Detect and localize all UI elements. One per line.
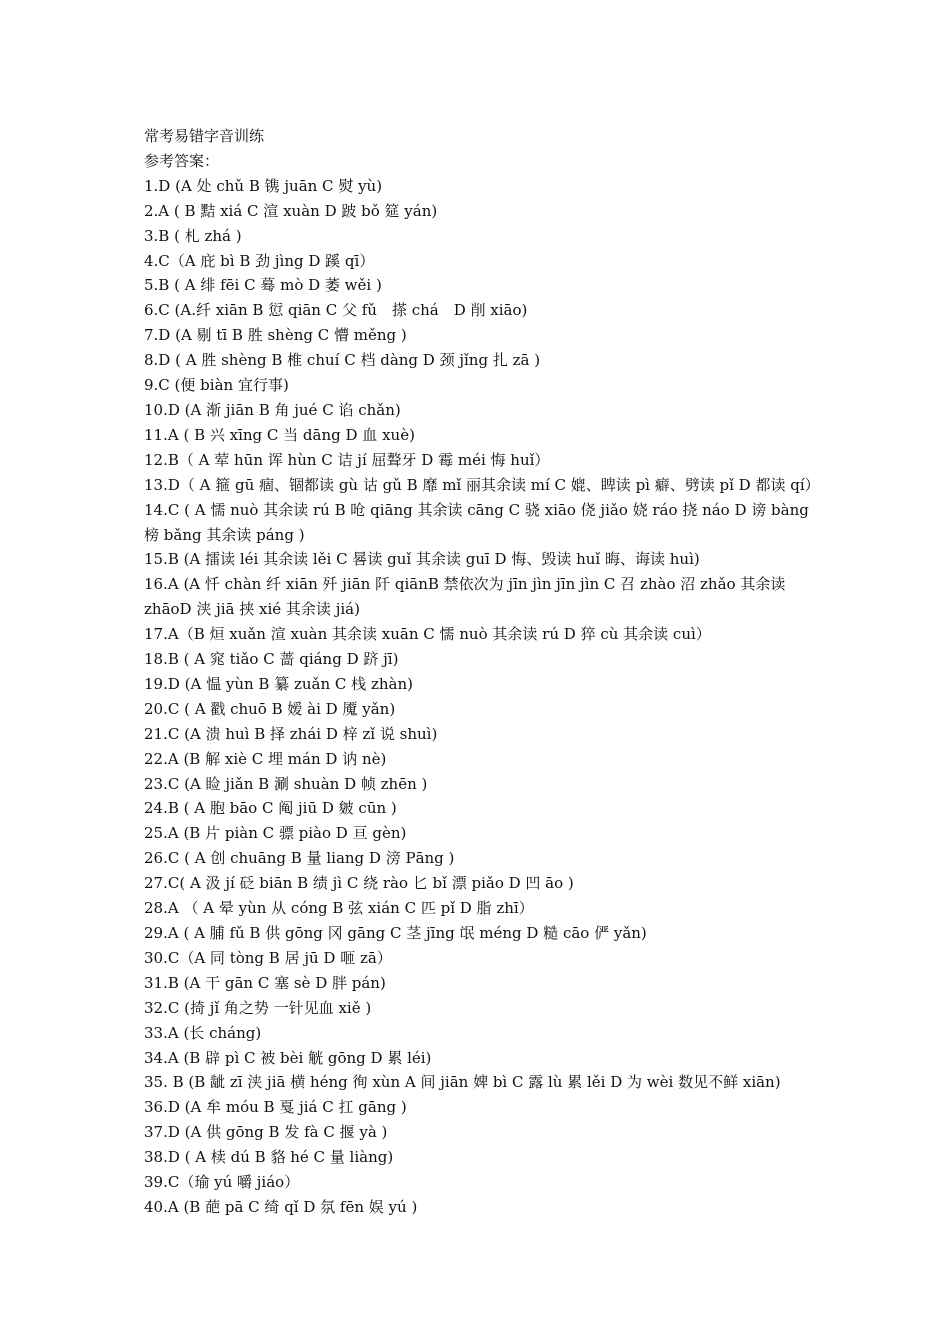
answer-item: 24.B ( A 胞 bāo C 阄 jiū D 皴 cūn ): [144, 799, 397, 818]
answer-item: 40.A (B 葩 pā C 绮 qǐ D 氛 fēn 娱 yú ): [144, 1197, 418, 1216]
answer-item: 11.A ( B 兴 xīng C 当 dāng D 血 xuè): [144, 425, 415, 444]
answer-item: 39.C（瑜 yú 嚼 jiáo）: [144, 1173, 300, 1192]
answer-item: 21.C (A 溃 huì B 择 zhái D 梓 zǐ 说 shuì): [144, 724, 438, 743]
answer-item: 22.A (B 解 xiè C 埋 mán D 讷 nè): [144, 749, 387, 768]
answer-item: 19.D (A 愠 yùn B 纂 zuǎn C 栈 zhàn): [144, 674, 413, 693]
answer-item: 25.A (B 片 piàn C 骠 piào D 亘 gèn): [144, 824, 407, 843]
answer-item: 36.D (A 牟 móu B 戛 jiá C 扛 gāng ): [144, 1098, 407, 1117]
answer-item: 34.A (B 辟 pì C 被 bèi 觥 gōng D 累 léi): [144, 1048, 432, 1067]
answer-item: 17.A（B 烜 xuǎn 渲 xuàn 其余读 xuān C 懦 nuò 其余读 rú D 猝 cù 其余读 cuì）: [144, 625, 711, 644]
answer-item: 37.D (A 供 gōng B 发 fà C 揠 yà ): [144, 1123, 388, 1142]
answer-item: 14.C ( A 懦 nuò 其余读 rú B 呛 qiāng 其余读 cāng C 骁 xiāo 侥 jiǎo 娆 ráo 挠 náo D 谤 bàng 榜 bǎng 其余读 páng ): [144, 500, 809, 544]
answer-item: 1.D (A 处 chǔ B 镌 juān C 熨 yù): [144, 176, 383, 195]
answer-item: 6.C (A.纤 xiān B 愆 qiān C 父 fǔ 搽 chá D 削 xiāo): [144, 301, 528, 320]
answer-list: [144, 174, 820, 1220]
answer-item: 38.D ( A 椟 dú B 貉 hé C 量 liàng): [144, 1148, 394, 1167]
answer-item: 20.C ( A 戳 chuō B 嫒 ài D 魇 yǎn): [144, 699, 396, 718]
answer-item: 10.D (A 渐 jiān B 角 jué C 谄 chǎn): [144, 400, 401, 419]
answer-item: 3.B ( 札 zhá ): [144, 226, 242, 245]
answer-item: 35. B (B 龇 zī 浃 jiā 横 héng 徇 xùn A 间 jiān 婢 bì C 露 lù 累 lěi D 为 wèi 数见不鲜 xiān): [144, 1073, 781, 1092]
answer-item: 4.C（A 庇 bì B 劲 jìng D 蹊 qī）: [144, 251, 375, 270]
answer-item: 2.A ( B 黠 xiá C 渲 xuàn D 跛 bǒ 筵 yán): [144, 201, 438, 220]
answer-item: 7.D (A 剔 tī B 胜 shèng C 懵 měng ): [144, 326, 407, 345]
answer-item: 5.B ( A 绯 fēi C 蓦 mò D 萎 wěi ): [144, 276, 382, 295]
answer-item: 8.D ( A 胜 shèng B 椎 chuí C 档 dàng D 颈 jǐng 扎 zā ): [144, 351, 541, 370]
answer-item: 16.A (A 忏 chàn 纤 xiān 歼 jiān 阡 qiānB 禁依次为 jīn jìn jīn jìn C 召 zhào 沼 zhǎo 其余读 zhāoD 浃 jiā 挟 xié 其余读 jiá): [144, 575, 786, 619]
answer-key-heading: 参考答案：: [144, 151, 220, 170]
answer-item: 30.C（A 同 tòng B 居 jū D 咂 zā）: [144, 948, 392, 967]
answer-item: 26.C ( A 创 chuāng B 量 liang D 滂 Pāng ): [144, 849, 455, 868]
answer-item: 29.A ( A 脯 fǔ B 供 gōng 冈 gāng C 茎 jīng 氓 méng D 糙 cāo 俨 yǎn): [144, 924, 647, 942]
document-title: 常考易错字音训练: [144, 127, 265, 145]
answer-item: 18.B ( A 窕 tiǎo C 蔷 qiáng D 跻 jī): [144, 650, 399, 669]
answer-item: 32.C (掎 jǐ 角之势 一针见血 xiě ): [144, 998, 372, 1017]
answer-item: 31.B (A 干 gān C 塞 sè D 胖 pán): [144, 973, 386, 992]
document-body: [144, 124, 820, 1220]
answer-item: 28.A （ A 晕 yùn 从 cóng B 弦 xián C 匹 pǐ D 脂 zhī）: [144, 899, 534, 918]
answer-item: 15.B (A 擂读 léi 其余读 lěi C 晷读 guǐ 其余读 guī D 悔、毁读 huǐ 晦、诲读 huì): [144, 550, 700, 569]
answer-item: 9.C (便 biàn 宜行事): [144, 376, 289, 395]
answer-item: 27.C( A 汲 jí 砭 biān B 绩 jì C 绕 rào 匕 bǐ 漂 piǎo D 凹 āo ): [144, 874, 574, 893]
answer-item: 13.D（ A 箍 gū 痼、锢都读 gù 诂 gǔ B 靡 mǐ 丽其余读 mí C 媲、睥读 pì 癖、劈读 pǐ D 都读 qí）: [144, 475, 820, 494]
answer-item: 12.B（ A 荤 hūn 诨 hùn C 诘 jí 屈聱牙 D 霉 méi 悔 huǐ）: [144, 450, 550, 469]
answer-item: 33.A (长 cháng): [144, 1023, 262, 1042]
answer-item: 23.C (A 睑 jiǎn B 涮 shuàn D 帧 zhēn ): [144, 774, 428, 793]
